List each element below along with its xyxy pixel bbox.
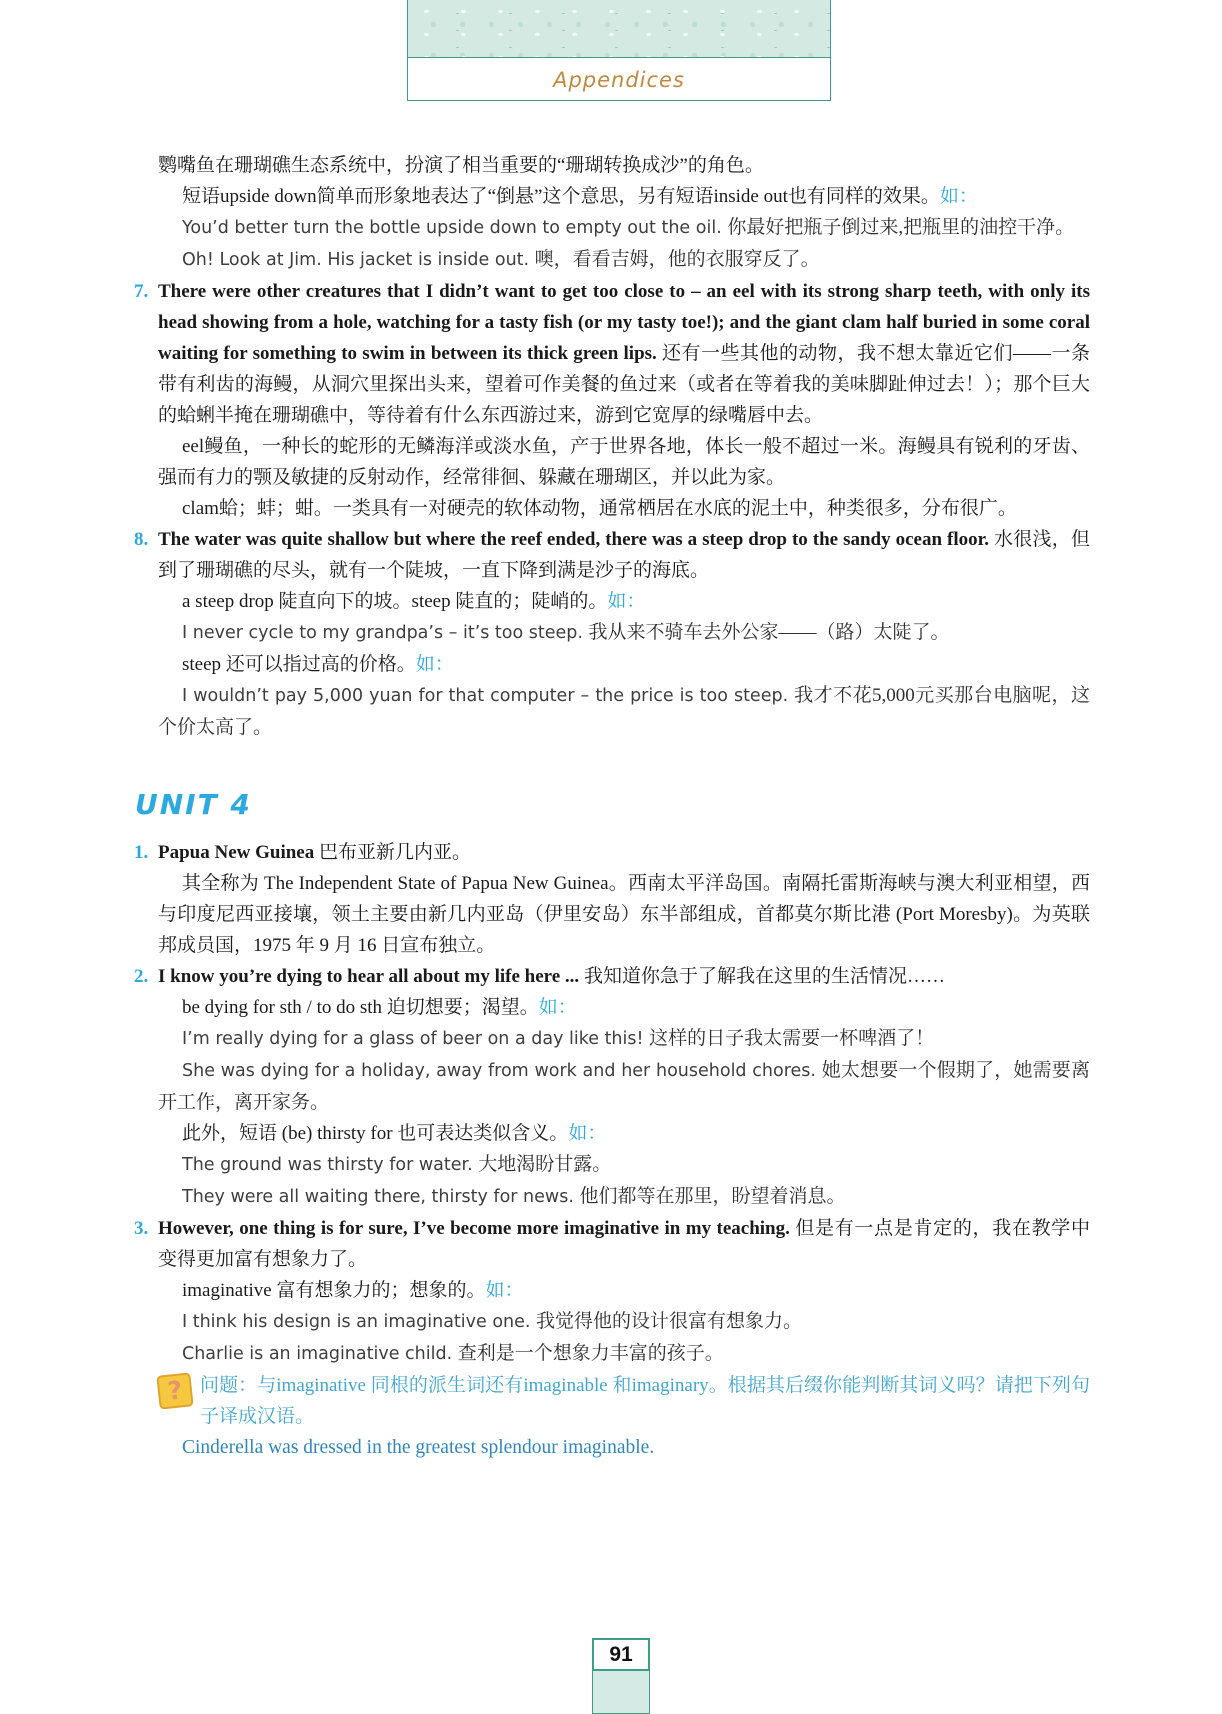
paragraph bbox=[158, 431, 1090, 493]
text-segment: clam蛤；蚌；蚶。一类具有一对硬壳的软体动物，通常栖居在水底的泥土中，种类很多，分布很广。 bbox=[182, 498, 1017, 519]
numbered-item-2 bbox=[134, 961, 1090, 992]
example-sentence bbox=[158, 244, 1090, 276]
text-segment: You’d better turn the bottle upside down to empty out the oil. bbox=[182, 218, 728, 238]
text-segment: She was dying for a holiday, away from work and her household chores. bbox=[182, 1061, 822, 1081]
text-segment: 鹦嘴鱼在珊瑚礁生态系统中，扮演了相当重要的“珊瑚转换成沙”的角色。 bbox=[158, 155, 764, 176]
text-segment: 如： bbox=[568, 1123, 607, 1144]
text-segment: I think his design is an imaginative one. bbox=[182, 1312, 537, 1332]
paragraph bbox=[158, 181, 1090, 212]
text-segment: Charlie is an imaginative child. bbox=[182, 1344, 458, 1364]
question-note bbox=[158, 1370, 1090, 1432]
text-segment: 如： bbox=[538, 997, 577, 1018]
text-segment: However, one thing is for sure, I’ve become more imaginative in my teaching. bbox=[158, 1218, 796, 1239]
example-sentence bbox=[158, 1181, 1090, 1213]
text-segment: There were other creatures that I didn’t want to get too close to – an eel with its strong sharp teeth, with only its head showing from a hole, watching for a tasty fish (or my tasty toe!); and the giant clam half buried in some coral waiting for something to swim in between its thick green lips. bbox=[158, 281, 1090, 364]
text-segment: 如： bbox=[485, 1280, 524, 1301]
paragraph bbox=[158, 992, 1090, 1023]
example-sentence bbox=[158, 1306, 1090, 1338]
text-segment: 你最好把瓶子倒过来,把瓶里的油控干净。 bbox=[727, 217, 1075, 238]
item-number: 2. bbox=[134, 966, 149, 987]
text-segment: 她太想要一个假期了，她需要离开工作，离开家务。 bbox=[158, 1060, 1090, 1113]
paragraph bbox=[158, 1118, 1090, 1149]
text-segment: 水很浅，但到了珊瑚礁的尽头，就有一个陡坡，一直下降到满是沙子的海底。 bbox=[158, 529, 1090, 581]
text-segment: 我知道你急于了解我在这里的生活情况…… bbox=[583, 966, 945, 987]
text-segment: 我觉得他的设计很富有想象力。 bbox=[536, 1311, 803, 1332]
example-sentence bbox=[158, 1023, 1090, 1055]
paragraph bbox=[158, 493, 1090, 524]
text-segment: a steep drop 陡直向下的坡。steep 陡直的；陡峭的。 bbox=[182, 591, 608, 612]
text-segment: I wouldn’t pay 5,000 yuan for that computer – the price is too steep. bbox=[182, 686, 795, 706]
example-sentence bbox=[158, 212, 1090, 244]
item-number: 8. bbox=[134, 529, 149, 550]
example-sentence bbox=[158, 680, 1090, 743]
page-title: Appendices bbox=[553, 67, 685, 92]
text-segment: 短语upside down简单而形象地表达了“倒悬”这个意思，另有短语inside out也有同样的效果。 bbox=[182, 186, 940, 207]
text-segment: 此外，短语 (be) thirsty for 也可表达类似含义。 bbox=[182, 1123, 569, 1144]
appendices-header bbox=[407, 0, 831, 101]
text-segment: 我从来不骑车去外公家——（路）太陡了。 bbox=[588, 622, 950, 643]
text-segment: They were all waiting there, thirsty for news. bbox=[182, 1187, 580, 1207]
text-segment: 如： bbox=[939, 186, 978, 207]
page-number: 91 bbox=[592, 1638, 650, 1671]
text-segment: 还有一些其他的动物，我不想太靠近它们——一条带有利齿的海鳗，从洞穴里探出头来，望着可作美餐的鱼过来（或者在等着我的美味脚趾伸过去！）；那个巨大的蛤蜊半掩在珊瑚礁中，等待着有什么东西游过来，游到它宽厚的绿嘴唇中去。 bbox=[158, 343, 1090, 426]
paragraph bbox=[158, 868, 1090, 961]
numbered-item-3 bbox=[134, 1213, 1090, 1275]
text-segment: 大地渴盼甘露。 bbox=[478, 1154, 612, 1175]
text-segment: 我才不花5,000元买那台电脑呢，这个价太高了。 bbox=[158, 685, 1090, 738]
item-number: 7. bbox=[134, 281, 149, 302]
numbered-item-1 bbox=[134, 837, 1090, 868]
text-segment: I never cycle to my grandpa’s – it’s too steep. bbox=[182, 623, 589, 643]
unit-heading: UNIT 4 bbox=[135, 788, 252, 821]
text-segment: 其全称为 The Independent State of Papua New Guinea。西南太平洋岛国。南隔托雷斯海峡与澳大利亚相望，西与印度尼西亚接壤，领土主要由新几内亚岛（伊里安岛）东半部组成，首都莫尔斯比港 (Port Moresby)。为英联邦成员国，1975 年 9 月 16 日宣布独立。 bbox=[158, 873, 1090, 956]
text-segment: Oh! Look at Jim. His jacket is inside out. bbox=[182, 250, 535, 270]
text-segment: The ground was thirsty for water. bbox=[182, 1155, 479, 1175]
numbered-item-7 bbox=[134, 276, 1090, 431]
text-segment: eel鳗鱼，一种长的蛇形的无鳞海洋或淡水鱼，产于世界各地，体长一般不超过一米。海鳗具有锐利的牙齿、强而有力的颚及敏捷的反射动作，经常徘徊、躲藏在珊瑚区，并以此为家。 bbox=[158, 436, 1090, 488]
text-segment: Cinderella was dressed in the greatest splendour imaginable. bbox=[182, 1437, 655, 1458]
text-segment: 这样的日子我太需要一杯啤酒了！ bbox=[649, 1028, 935, 1049]
text-segment: 噢，看看吉姆，他的衣服穿反了。 bbox=[534, 249, 820, 270]
paragraph bbox=[158, 586, 1090, 617]
header-texture-image bbox=[408, 0, 830, 58]
text-segment: imaginative 富有想象力的；想象的。 bbox=[182, 1280, 486, 1301]
paragraph bbox=[158, 150, 1090, 181]
content-column bbox=[134, 150, 1090, 1463]
translation-exercise-line bbox=[158, 1432, 1090, 1463]
text-segment: be dying for sth / to do sth 迫切想要；渴望。 bbox=[182, 997, 539, 1018]
item-number: 1. bbox=[134, 842, 149, 863]
text-segment: 查利是一个想象力丰富的孩子。 bbox=[457, 1343, 724, 1364]
text-segment: 巴布亚新几内亚。 bbox=[319, 842, 472, 863]
item-number: 3. bbox=[134, 1218, 149, 1239]
text-segment: Papua New Guinea bbox=[158, 842, 319, 863]
paragraph bbox=[158, 649, 1090, 680]
example-sentence bbox=[158, 617, 1090, 649]
example-sentence bbox=[158, 1338, 1090, 1370]
question-figure-icon: ? bbox=[156, 1372, 193, 1409]
numbered-item-8 bbox=[134, 524, 1090, 586]
text-segment: 他们都等在那里，盼望着消息。 bbox=[579, 1186, 846, 1207]
example-sentence bbox=[158, 1149, 1090, 1181]
text-segment: 但是有一点是肯定的，我在教学中变得更加富有想象力了。 bbox=[158, 1218, 1090, 1270]
text-segment: 如： bbox=[415, 654, 454, 675]
example-sentence bbox=[158, 1055, 1090, 1118]
text-segment: I know you’re dying to hear all about my life here ... bbox=[158, 966, 584, 987]
text-segment: The water was quite shallow but where the reef ended, there was a steep drop to the sandy ocean floor. bbox=[158, 529, 995, 550]
text-segment: I’m really dying for a glass of beer on a day like this! bbox=[182, 1029, 650, 1049]
footer-tab bbox=[592, 1671, 650, 1714]
text-segment: 如： bbox=[607, 591, 646, 612]
paragraph bbox=[158, 1275, 1090, 1306]
text-segment: steep 还可以指过高的价格。 bbox=[182, 654, 416, 675]
text-segment: 问题：与imaginative 同根的派生词还有imaginable 和imaginary。根据其后缀你能判断其词义吗？请把下列句子译成汉语。 bbox=[200, 1375, 1090, 1427]
